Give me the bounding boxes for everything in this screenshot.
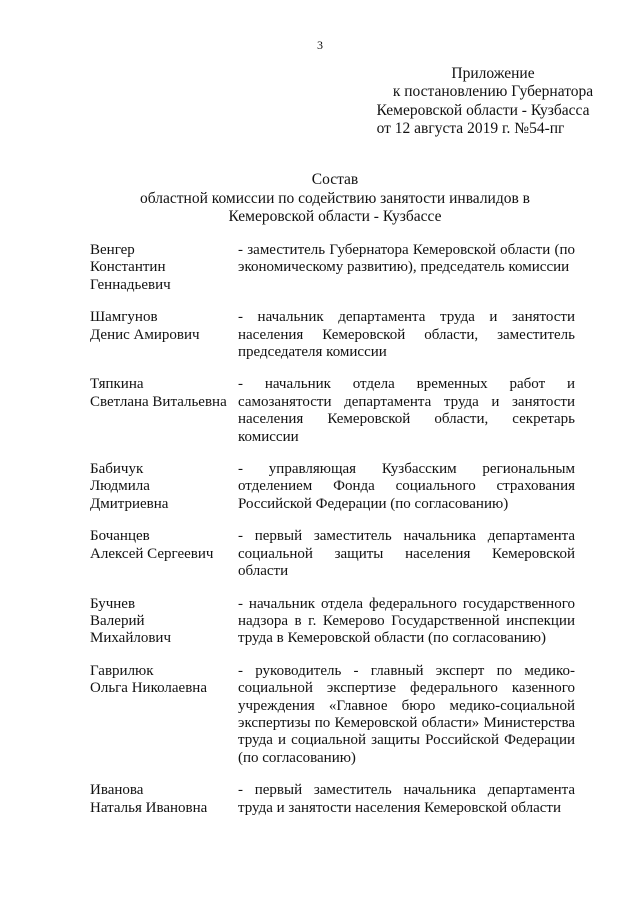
member-row	[90, 528, 575, 580]
member-name	[90, 376, 238, 446]
member-name	[90, 461, 238, 513]
member-name-line: Тяпкина	[90, 376, 144, 393]
member-name-line: Наталья Ивановна	[90, 799, 208, 816]
member-name-line: Бабичук	[90, 461, 144, 478]
member-name-line: Бочанцев	[90, 528, 150, 545]
document-title	[95, 171, 575, 227]
member-role: - руководитель - главный эксперт по медико-социальной экспертизе федерального казенного учреждения «Главное бюро медико-социальной экспертизы по Кемеровской области» Министерства труда и социальной защиты Российской Федерации (по согласованию)	[238, 662, 575, 766]
member-row	[90, 376, 575, 446]
appendix-block	[373, 65, 613, 139]
member-name-line: Алексей Сергеевич	[90, 545, 214, 562]
member-name-line: Шамгунов	[90, 309, 158, 326]
member-name	[90, 528, 238, 580]
member-role: - первый заместитель начальника департамента социальной защиты населения Кемеровской области	[238, 528, 575, 580]
member-name-line: Бучнев	[90, 595, 136, 612]
member-name	[90, 596, 238, 648]
member-role: - начальник департамента труда и занятости населения Кемеровской области, заместитель председателя комиссии	[238, 309, 575, 361]
member-role: - первый заместитель начальника департамента труда и занятости населения Кемеровской области	[238, 782, 575, 816]
appendix-line: Кемеровской области - Кузбасса	[376, 101, 590, 119]
members-list	[90, 242, 575, 832]
member-name-line: Людмила	[90, 478, 150, 495]
member-name-line: Гаврилюк	[90, 662, 154, 679]
appendix-line: от 12 августа 2019 г. №54-пг	[376, 120, 565, 138]
member-name	[90, 663, 238, 767]
member-row	[90, 596, 575, 648]
member-name-line: Валерий	[90, 612, 145, 629]
title-line: областной комиссии по содействию занятости инвалидов в	[140, 189, 530, 207]
member-name	[90, 309, 238, 361]
appendix-line: к постановлению Губернатора	[392, 83, 594, 101]
member-name-line: Константин	[90, 259, 166, 276]
member-name-line: Ольга Николаевна	[90, 680, 207, 697]
member-row	[90, 242, 575, 294]
page-number: 3	[317, 38, 323, 52]
member-role: - управляющая Кузбасским региональным отделением Фонда социального страхования Российской Федерации (по согласованию)	[238, 461, 575, 512]
member-role: - заместитель Губернатора Кемеровской области (по экономическому развитию), председатель комиссии	[238, 242, 575, 276]
title-line: Состав	[311, 171, 359, 188]
member-name-line: Дмитриевна	[90, 495, 169, 512]
member-role: - начальник отдела временных работ и самозанятости департамента труда и занятости населения Кемеровской области, секретарь комиссии	[238, 376, 575, 445]
member-name-line: Светлана Витальевна	[90, 393, 227, 410]
member-name	[90, 782, 238, 817]
member-name-line: Иванова	[90, 782, 144, 799]
member-row	[90, 663, 575, 767]
member-name-line: Денис Амирович	[90, 326, 200, 343]
member-name-line: Михайлович	[90, 630, 171, 647]
member-row	[90, 309, 575, 361]
member-name-line: Геннадьевич	[90, 276, 171, 293]
member-row	[90, 461, 575, 513]
member-name-line: Венгер	[90, 242, 135, 258]
title-line: Кемеровской области - Кузбассе	[228, 208, 442, 226]
member-row	[90, 782, 575, 817]
appendix-line: Приложение	[451, 65, 535, 82]
member-role: - начальник отдела федерального государственного надзора в г. Кемерово Государственной инспекции труда в Кемеровской области (по согласованию)	[238, 595, 575, 647]
member-name	[90, 242, 238, 294]
